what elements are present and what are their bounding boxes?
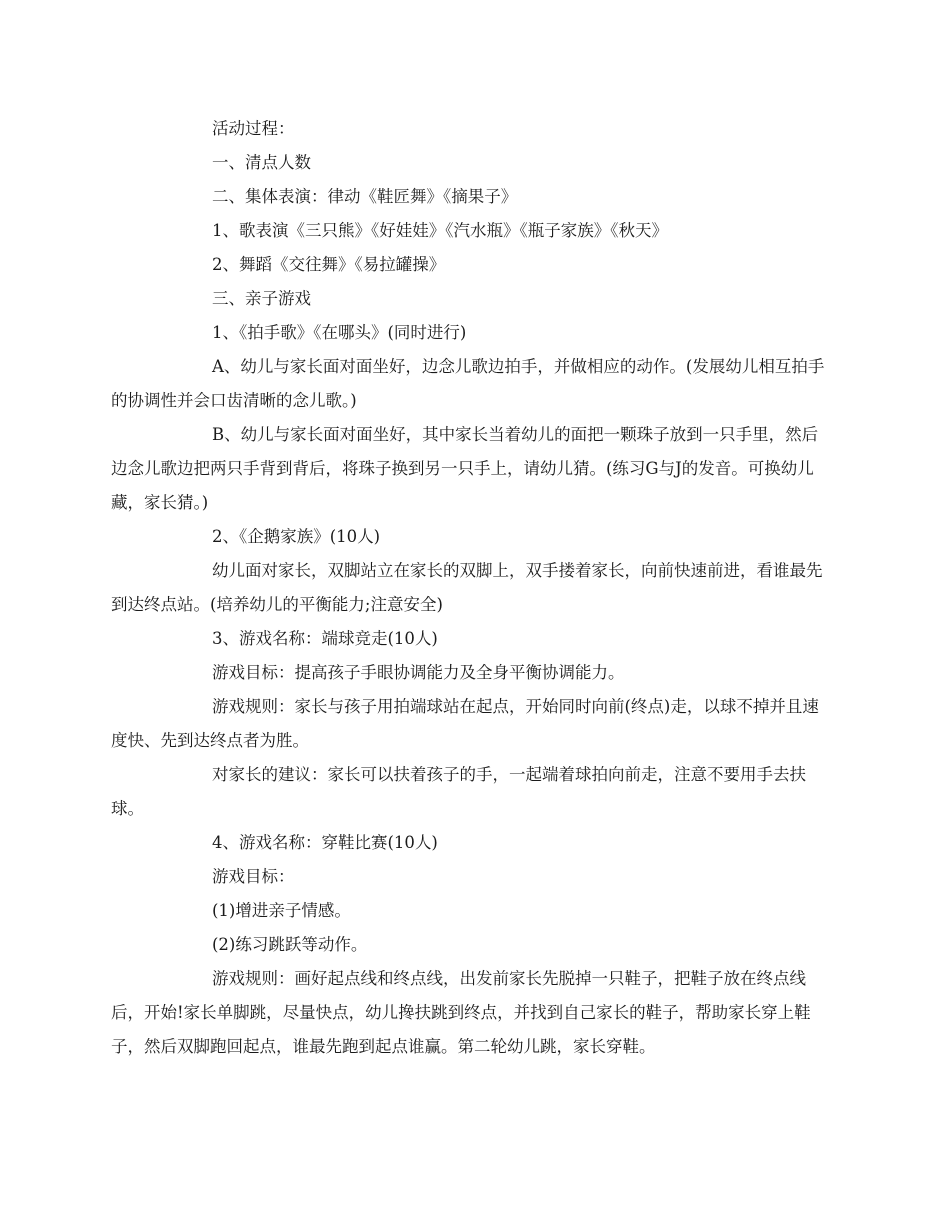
paragraph-game-1-a: A、幼儿与家长面对面坐好，边念儿歌边拍手，并做相应的动作。(发展幼儿相互拍手的协调性并会口齿清晰的念儿歌。) <box>111 357 825 410</box>
paragraph-headcount: 一、清点人数 <box>212 153 311 172</box>
paragraph-game-1-title: 1、《拍手歌》《在哪头》(同时进行) <box>212 323 467 342</box>
paragraph-game-4-goal: 游戏目标： <box>212 867 295 886</box>
paragraph-game-4-rules: 游戏规则：画好起点线和终点线，出发前家长先脱掉一只鞋子，把鞋子放在终点线后，开始!家长单脚跳，尽量快点，幼儿搀扶跳到终点，并找到自己家长的鞋子，帮助家长穿上鞋子，然后双脚跑回起点，谁最先跑到起点谁赢。第二轮幼儿跳，家长穿鞋。 <box>111 969 811 1056</box>
paragraph-game-3-goal: 游戏目标：提高孩子手眼协调能力及全身平衡协调能力。 <box>212 663 625 682</box>
paragraph-activity-process: 活动过程： <box>212 119 295 138</box>
paragraph-game-3-rules: 游戏规则：家长与孩子用拍端球站在起点，开始同时向前(终点)走，以球不掉并且速度快、先到达终点者为胜。 <box>111 697 819 750</box>
paragraph-game-2-desc: 幼儿面对家长，双脚站立在家长的双脚上，双手搂着家长，向前快速前进，看谁最先到达终点站。(培养幼儿的平衡能力;注意安全) <box>111 561 823 614</box>
paragraph-song-performance: 1、歌表演《三只熊》《好娃娃》《汽水瓶》《瓶子家族》《秋天》 <box>212 221 668 240</box>
paragraph-parent-child-games: 三、亲子游戏 <box>212 289 311 308</box>
paragraph-game-4-title: 4、游戏名称：穿鞋比赛(10人) <box>212 833 438 852</box>
paragraph-game-4-goal-2: (2)练习跳跃等动作。 <box>212 935 368 954</box>
paragraph-game-2-title: 2、《企鹅家族》(10人) <box>212 527 381 546</box>
paragraph-game-3-advice: 对家长的建议：家长可以扶着孩子的手，一起端着球拍向前走，注意不要用手去扶球。 <box>111 765 806 818</box>
paragraph-game-4-goal-1: (1)增进亲子情感。 <box>212 901 351 920</box>
paragraph-game-1-b: B、幼儿与家长面对面坐好，其中家长当着幼儿的面把一颗珠子放到一只手里，然后边念儿歌边把两只手背到背后，将珠子换到另一只手上，请幼儿猜。(练习G与J的发音。可换幼儿藏，家长猜。) <box>111 425 819 512</box>
paragraph-group-performance: 二、集体表演：律动《鞋匠舞》《摘果子》 <box>212 187 518 206</box>
document-body <box>111 112 831 1064</box>
paragraph-dance: 2、舞蹈《交往舞》《易拉罐操》 <box>212 255 446 274</box>
paragraph-game-3-title: 3、游戏名称：端球竞走(10人) <box>212 629 438 648</box>
